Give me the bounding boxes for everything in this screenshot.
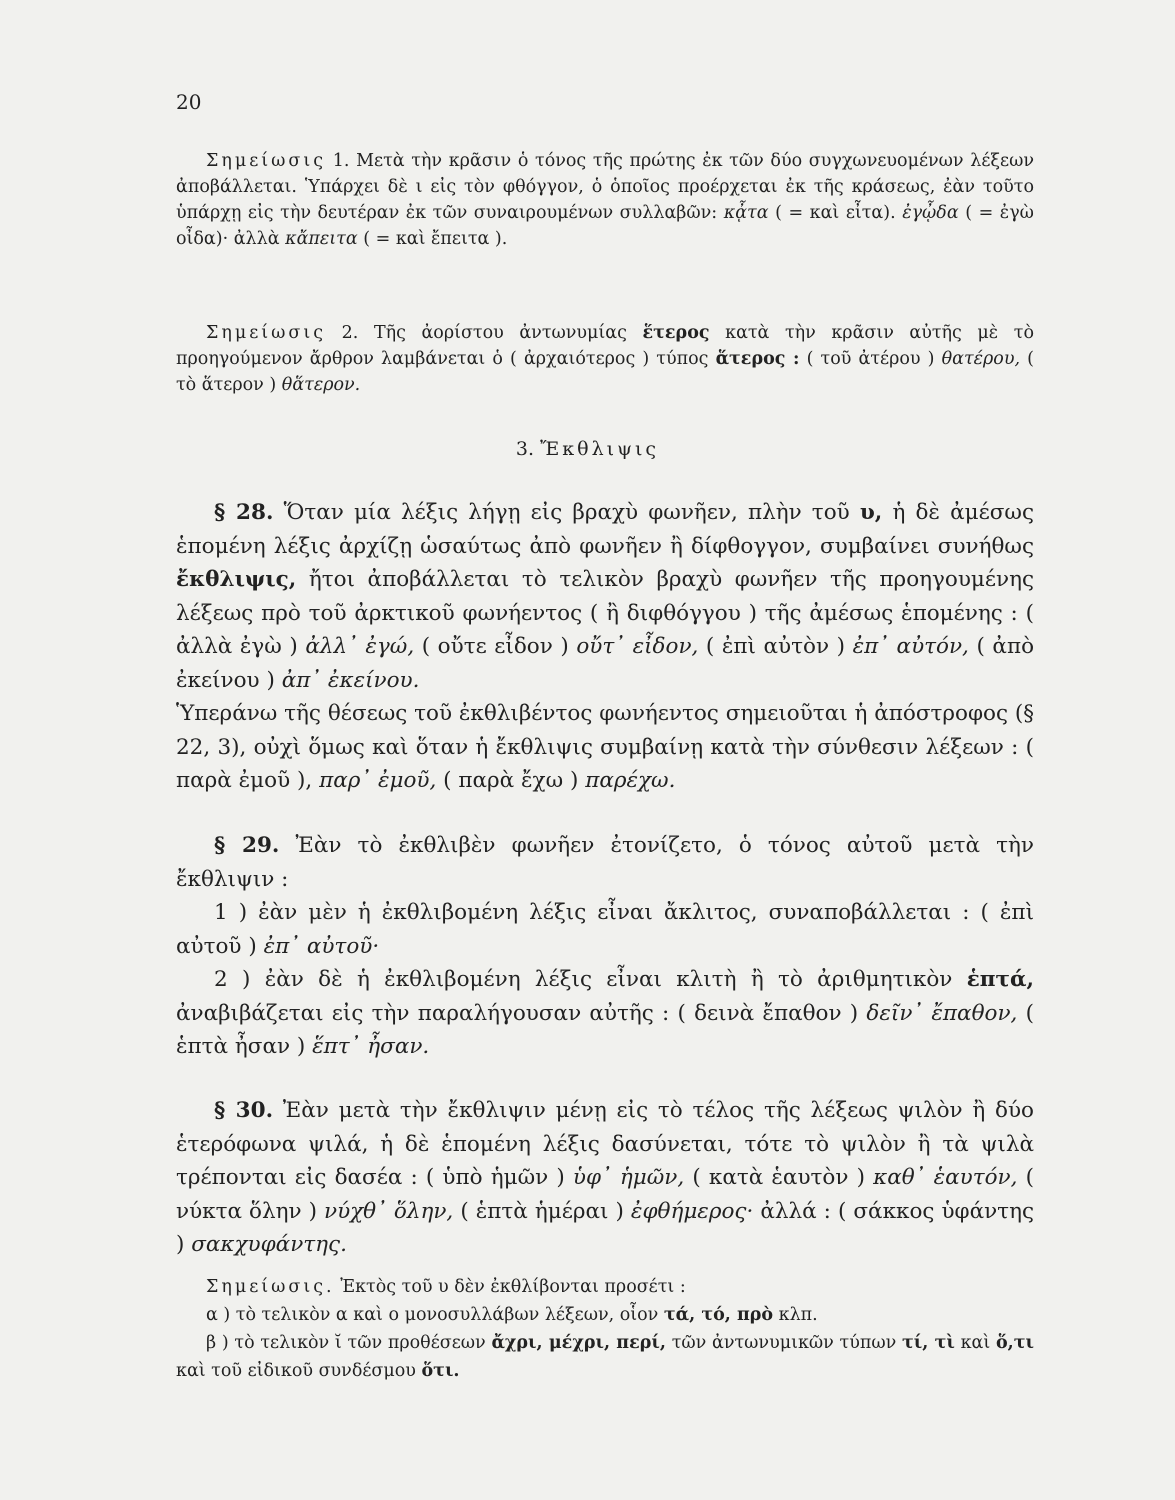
section-heading	[0, 438, 1175, 460]
paragraph-text: ἀλλά : ( σάκκος ὑφάντης )	[176, 1198, 1034, 1257]
paragraph-text: ( οὔτε εἶδον )	[421, 634, 569, 659]
note-3-text: καὶ	[960, 1333, 991, 1353]
note-3-text: Ἐκτὸς τοῦ υ δὲν ἐκθλίβονται προσέτι :	[340, 1277, 686, 1297]
paragraph-text: ( ἑπτὰ ἡμέραι )	[460, 1198, 624, 1224]
example: ὑφ᾿ ἡμῶν,	[572, 1165, 685, 1190]
note-2-example: θατέρου,	[941, 349, 1021, 369]
note-2-bold-term: ἕτερος	[642, 323, 710, 343]
paragraph-text: Ἐὰν μετὰ τὴν ἔκθλιψιν μένῃ εἰς τὸ τέλος τῆς λέξεως ψιλὸν ἢ δύο ἑτερόφωνα ψιλά, ἡ δὲ ἑπομένη λέξις δασύνεται, τότε τὸ ψιλὸν ἢ τὰ ψιλὰ τρέπονται εἰς δασέα : ( ὑπὸ ἡμῶν )	[176, 1098, 1034, 1190]
section-marker: § 30.	[214, 1098, 274, 1123]
note-2	[176, 320, 1034, 398]
section-number: 3.	[515, 438, 535, 460]
example: σακχυφάντης.	[191, 1232, 347, 1257]
bold-term: τά, τό, πρὸ	[663, 1305, 774, 1325]
paragraph-text: Ὅταν μία λέξις λήγῃ εἰς βραχὺ φωνῆεν, πλὴν τοῦ	[283, 500, 850, 525]
example: νύχθ᾿ ὅλην,	[324, 1198, 454, 1224]
example: ἀλλ᾿ ἐγώ,	[305, 634, 415, 659]
example: ἐφθήμερος·	[630, 1198, 754, 1224]
paragraph-28	[176, 496, 1034, 798]
paragraph-29	[176, 829, 1034, 1064]
section-marker: § 29.	[214, 833, 280, 858]
note-2-bold-term: ἅτερος :	[715, 349, 800, 369]
section-title: Ἔκθλιψις	[540, 438, 660, 460]
note-1-number: 1.	[332, 151, 350, 171]
example: οὔτ᾿ εἶδον,	[576, 634, 699, 659]
note-1-gloss: ( = καὶ εἶτα).	[775, 203, 896, 223]
note-1-example: κἄπειτα	[285, 229, 358, 249]
note-1-example: κᾆτα	[723, 203, 769, 223]
example: ἀπ᾿ ἐκείνου.	[281, 667, 420, 693]
example: ἐπ᾿ αὐτοῦ·	[263, 933, 380, 959]
paragraph-text: Ὑπεράνω τῆς θέσεως τοῦ ἐκθλιβέντος φωνήεντος σημειοῦται ἡ ἀπόστροφος (§ 22, 3), οὐχὶ ὅμως καὶ ὅταν ἡ ἔκθλιψις συμβαίνῃ κατὰ τὴν σύνθεσιν λέξεων : ( παρὰ ἐμοῦ ),	[176, 701, 1034, 793]
note-1-gloss: ( = καὶ ἔπειτα ).	[363, 229, 508, 249]
note-3-label: Σημείωσις.	[206, 1277, 335, 1297]
note-1-gloss: ( = ἐγὼ οἶδα)· ἀλλὰ	[176, 203, 1034, 249]
note-2-text: ( τοῦ ἀτέρου )	[806, 349, 935, 369]
page-number: 20	[176, 90, 202, 114]
paragraph-text: ἤτοι ἀποβάλλεται τὸ τελικὸν βραχὺ φωνῆεν τῆς προηγουμένης λέξεως πρὸ τοῦ ἀρκτικοῦ φωνήεντος ( ἢ διφθόγγου ) τῆς ἀμέσως ἑπομένης :	[176, 567, 1034, 626]
bold-term: ἔκθλιψις,	[176, 567, 297, 592]
example: ἕπτ᾿ ἦσαν.	[312, 1034, 430, 1059]
case-2-text: 2 ) ἐὰν δὲ ἡ ἐκθλιβομένη λέξις εἶναι κλιτὴ ἢ τὸ ἀριθμητικὸν	[214, 967, 953, 992]
example: παρέχω.	[585, 768, 676, 793]
paragraph-text: ἡ δὲ ἀμέσως ἑπομένη λέξις ἀρχίζῃ ὡσαύτως ἀπὸ φωνῆεν ἢ δίφθογγον, συμβαίνει συνήθως	[176, 500, 1034, 559]
paragraph-text: ( νύκτα ὅλην )	[176, 1165, 1034, 1224]
note-1-label: Σημείωσις	[206, 151, 327, 171]
paragraph-text: ( ἀπὸ ἐκείνου )	[176, 634, 1035, 693]
paragraph-30	[176, 1094, 1034, 1262]
note-2-text: Τῆς ἀορίστου ἀντωνυμίας	[373, 323, 627, 343]
bold-term: ὅτι.	[421, 1361, 460, 1381]
case-1-text: 1 ) ἐὰν μὲν ἡ ἐκθλιβομένη λέξις εἶναι ἄκλιτος, συναποβάλλεται : ( ἐπὶ αὐτοῦ )	[176, 900, 1034, 959]
note-1	[176, 148, 1034, 252]
bold-term: ἑπτά,	[966, 967, 1034, 992]
paragraph-text: Ἐὰν τὸ ἐκθλιβὲν φωνῆεν ἐτονίζετο, ὁ τόνος αὐτοῦ μετὰ τὴν ἔκθλιψιν :	[176, 833, 1034, 892]
note-2-number: 2.	[341, 323, 359, 343]
note-3-text: κλπ.	[778, 1305, 818, 1325]
note-2-example: θἅτερον.	[281, 375, 361, 395]
example: καθ᾿ ἑαυτόν,	[873, 1165, 1018, 1190]
note-1-text: Μετὰ τὴν κρᾶσιν ὁ τόνος τῆς πρώτης ἐκ τῶν δύο συγχωνευομένων λέξεων ἀποβάλλεται. Ὑπάρχει δὲ ι εἰς τὸν φθόγγον, ὁ ὁποῖος προέρχεται ἐκ τῆς κράσεως, ἐὰν τοῦτο ὑπάρχῃ εἰς τὴν δευτέραν ἐκ τῶν συναιρουμένων συλλαβῶν:	[176, 151, 1034, 223]
case-2-text: ἀναβιβάζεται εἰς τὴν παραλήγουσαν αὐτῆς : ( δεινὰ ἔπαθον )	[176, 1000, 859, 1026]
section-marker: § 28.	[214, 500, 274, 525]
note-3-text: τῶν ἀντωνυμικῶν τύπων	[671, 1333, 897, 1353]
note-3-text: καὶ τοῦ εἰδικοῦ συνδέσμου	[176, 1361, 416, 1381]
paragraph-text: ( παρὰ ἔχω )	[443, 768, 579, 793]
example: ἐπ᾿ αὐτόν,	[852, 634, 969, 659]
paragraph-text: ( κατὰ ἑαυτὸν )	[692, 1165, 865, 1190]
note-3-item-a: α ) τὸ τελικὸν α καὶ ο μονοσυλλάβων λέξεων, οἷον	[206, 1305, 659, 1325]
note-1-example: ἐγᾦδα	[902, 203, 959, 223]
example: παρ᾿ ἐμοῦ,	[319, 768, 437, 793]
example: δεῖν᾿ ἔπαθον,	[866, 1000, 1018, 1026]
bold-term: τί, τὶ	[902, 1333, 955, 1353]
note-2-text: ( τὸ ἅτερον )	[176, 349, 1034, 395]
note-2-text: κατὰ τὴν κρᾶσιν αὐτῆς μὲ τὸ προηγούμενον ἄρθρον λαμβάνεται ὁ ( ἀρχαιότερος ) τύπος	[176, 323, 1034, 369]
paragraph-text: ( ἀλλὰ ἐγὼ )	[176, 600, 1034, 659]
bold-term: ἄχρι, μέχρι, περί,	[491, 1333, 666, 1353]
note-2-label: Σημείωσις	[206, 323, 327, 343]
bold-term: υ,	[859, 500, 883, 525]
note-3	[176, 1273, 1034, 1385]
paragraph-text: ( ἐπὶ αὐτὸν )	[705, 634, 845, 659]
bold-term: ὅ,τι	[995, 1333, 1034, 1353]
case-2-text: ( ἑπτὰ ἦσαν )	[176, 1000, 1034, 1059]
note-3-item-b: β ) τὸ τελικὸν ῐ τῶν προθέσεων	[206, 1333, 486, 1353]
